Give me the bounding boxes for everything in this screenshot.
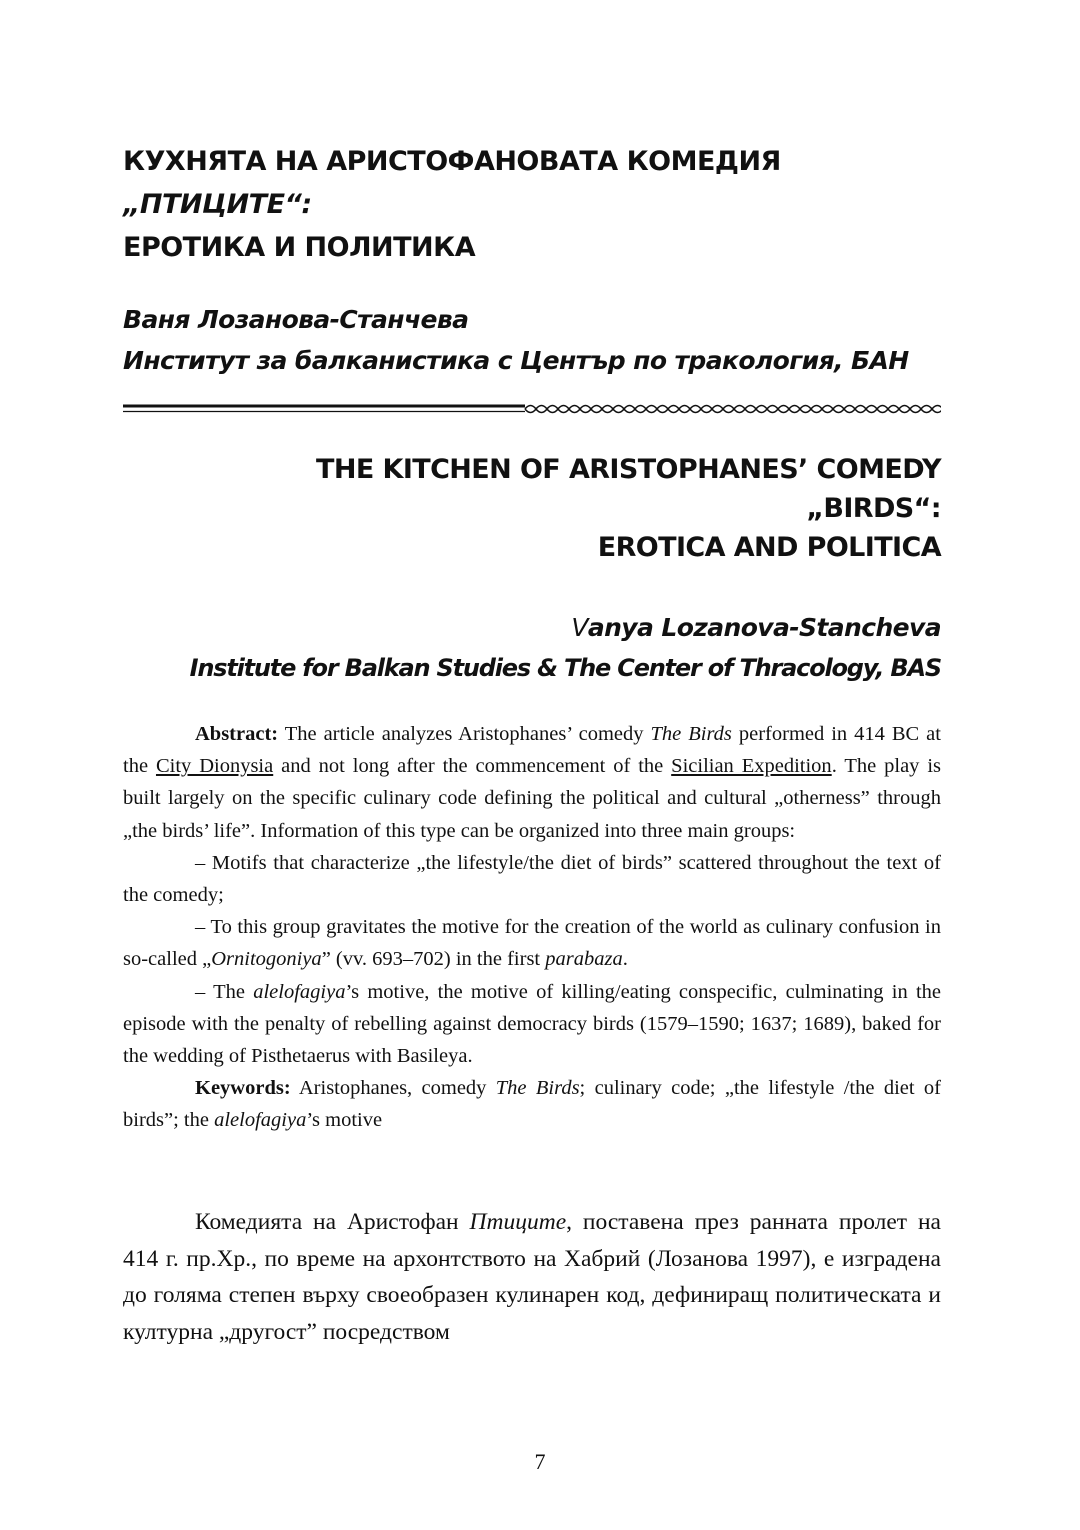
bulgarian-author-name: Ваня Лозанова-Станчева: [123, 305, 469, 334]
english-author-name: Vanya Lozanova-Stancheva: [571, 613, 941, 642]
abstract-point-2: – To this group gravitates the motive for the creation of the world as culinary confusion in so-called „Ornitogoniya” (vv. 693–702) in the first parabaza.: [123, 916, 941, 971]
abstract-paragraph: Abstract: The article analyzes Aristophanes’ comedy The Birds performed in 414 BC at the City Dionysia and not long after the commencement of the Sicilian Expedition. The play is built largely on the specific culinary code defining the political and cultural „otherness” through „the birds’ life”. Information of this type can be organized into three main groups:: [123, 723, 942, 842]
page-number: 7: [534, 1449, 546, 1474]
bulgarian-author-affiliation: Институт за балканистика с Център по тракология, БАН: [123, 346, 909, 375]
bulgarian-title-line-1: КУХНЯТА НА АРИСТОФАНОВАТА КОМЕДИЯ: [123, 146, 781, 177]
body-paragraph: Комедията на Аристофан Птиците, поставена през ранната пролет на 414 г. пр.Хр., по време на архонтството на Хабрий (Лозанова 1997), е изградена до голяма степен върху своеобразен кулинарен код, дефиниращ политическата и културна „другост” посредством: [123, 1209, 941, 1345]
bulgarian-title-line-2: „ПТИЦИТЕ“:: [123, 189, 312, 220]
english-title-line-1: THE KITCHEN OF ARISTOPHANES’ COMEDY: [316, 454, 941, 485]
english-title-line-3: EROTICA AND POLITICA: [597, 532, 941, 563]
ornamental-divider: [123, 400, 941, 420]
abstract-label: Abstract:: [195, 723, 279, 745]
keywords-label: Keywords:: [195, 1077, 291, 1100]
bulgarian-author-block: [123, 299, 943, 381]
english-author-block: [81, 607, 941, 689]
abstract-point-1: – Motifs that characterize „the lifestyle/the diet of birds” scattered throughout the text of the comedy;: [123, 851, 941, 907]
bulgarian-title: [123, 140, 943, 269]
english-title-line-2: „BIRDS“:: [806, 493, 941, 524]
abstract-point-3: – The alelofagiya’s motive, the motive of killing/eating conspecific, culminating in the episode with the penalty of rebelling against democracy birds (1579–1590; 1637; 1689), baked for the wedding of Pisthetaerus with Basileya.: [123, 980, 941, 1068]
city-dionysia-link[interactable]: City Dionysia: [155, 755, 274, 778]
sicilian-expedition-link[interactable]: Sicilian Expedition: [671, 755, 832, 778]
english-title: [121, 450, 941, 567]
english-author-affiliation: Institute for Balkan Studies & The Center of Thracology, BAS: [189, 654, 941, 682]
body-text: [123, 1204, 941, 1350]
bulgarian-title-line-3: ЕРОТИКА И ПОЛИТИКА: [123, 232, 476, 263]
keywords-paragraph: Keywords: Aristophanes, comedy The Birds; culinary code; „the lifestyle /the diet of birds”; the alelofagiya’s motive: [123, 1077, 941, 1132]
abstract-section: [123, 718, 941, 1137]
